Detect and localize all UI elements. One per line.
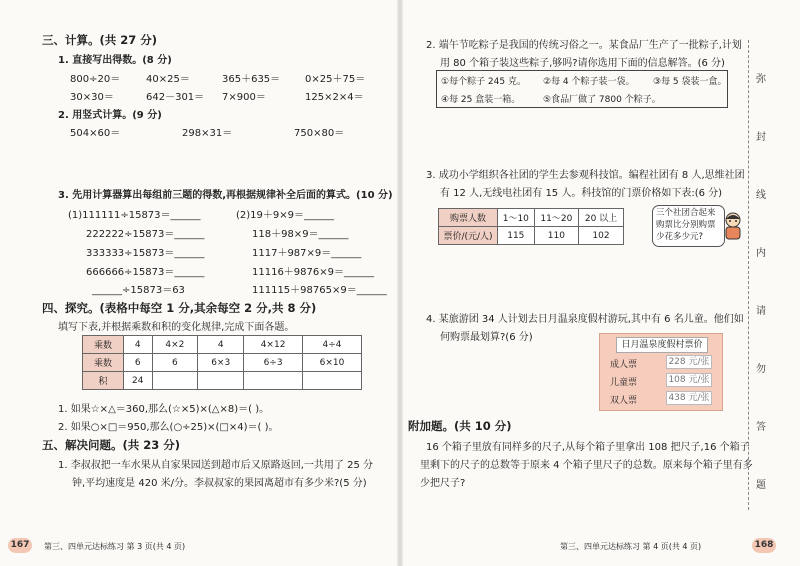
- extra-line: 里剩下的尺子的总数等于原来 4 个箱子里尺子的总数。原来每个箱子里有多: [420, 460, 753, 471]
- pattern-item: 11116＋9876×9＝______: [252, 267, 375, 278]
- calc-item: 365＋635＝: [222, 74, 281, 85]
- price-value: 438 元/张: [666, 391, 712, 405]
- margin-char: 勿: [756, 364, 766, 375]
- table-cell: 4×12: [244, 336, 303, 354]
- table-cell: 110: [534, 227, 578, 245]
- table-cell: 6÷3: [244, 354, 303, 372]
- margin-char: 线: [756, 190, 766, 201]
- table-cell: 6×10: [303, 354, 362, 372]
- table-header: 11～20: [534, 209, 578, 227]
- table-cell: 115: [498, 227, 535, 245]
- table-header: 20 以上: [579, 209, 624, 227]
- table-row-header: 乘数: [83, 354, 124, 372]
- table-cell: 4×2: [152, 336, 198, 354]
- table-cell: 4: [124, 336, 153, 354]
- bubble-line: 购票比分别购票: [656, 220, 716, 230]
- solve-q3-line: 3. 成功小学组织各社团的学生去参观科技馆。编程社团有 8 人,思维社团: [426, 170, 745, 181]
- info-item: ③每 5 袋装一盒。: [653, 77, 727, 87]
- vertical-calc-item: 750×80＝: [294, 128, 345, 139]
- page-spine: [397, 0, 403, 566]
- info-item: ④每 25 盒装一箱。: [441, 95, 521, 105]
- explore-q1: 1. 如果☆×△＝360,那么(☆×5)×(△×8)＝( )。: [58, 404, 270, 415]
- table-cell: 6: [124, 354, 153, 372]
- table-cell: 102: [579, 227, 624, 245]
- pattern-item: 111115＋98765×9＝______: [252, 285, 387, 296]
- price-board-title: 日月温泉度假村票价: [616, 337, 708, 353]
- vertical-calc-item: 298×31＝: [182, 128, 233, 139]
- extra-line: 16 个箱子里放有同样多的尺子,从每个箱子里拿出 108 把尺子,16 个箱子: [426, 442, 750, 453]
- margin-char: 题: [756, 480, 766, 491]
- calc-q1-title: 1. 直接写出得数。(8 分): [58, 55, 172, 66]
- calc-q2-title: 2. 用竖式计算。(9 分): [58, 110, 162, 121]
- page-number: 168: [752, 538, 776, 553]
- section-5-title: 五、解决问题。(共 23 分): [42, 438, 181, 452]
- table-cell: 6: [152, 354, 198, 372]
- explore-q2: 2. 如果○×□＝950,那么(○÷25)×(□×4)＝( )。: [58, 422, 279, 433]
- page-footer: 第三、四单元达标练习 第 3 页(共 4 页): [44, 542, 186, 551]
- calc-item: 642－301＝: [146, 92, 205, 103]
- child-illustration-icon: [719, 211, 747, 243]
- solve-q4-line: 何购票最划算?(6 分): [440, 332, 533, 343]
- pattern-item: 333333÷15873＝______: [86, 248, 205, 259]
- calc-item: 0×25＋75＝: [305, 74, 366, 85]
- calc-item: 125×2×4＝: [305, 92, 364, 103]
- extra-line: 少把尺子?: [420, 478, 466, 489]
- section-4-title: 四、探究。(表格中每空 1 分,其余每空 2 分,共 8 分): [42, 301, 317, 315]
- pattern-item: ______÷15873＝63: [92, 285, 185, 296]
- info-item: ⑤食品厂做了 7800 个粽子。: [543, 95, 661, 105]
- solve-q2-line: 用 80 个箱子装这些粽子,够吗?请你选用下面的信息解答。(6 分): [440, 58, 725, 69]
- margin-char: 答: [756, 422, 766, 433]
- price-value: 228 元/张: [666, 355, 712, 369]
- bubble-line: 少花多少元?: [656, 232, 704, 242]
- price-value: 108 元/张: [666, 373, 712, 387]
- bubble-line: 三个社团合起来: [656, 208, 716, 218]
- answer-blank[interactable]: [152, 372, 198, 390]
- table-cell: 24: [124, 372, 153, 390]
- pattern-item: 118＋98×9＝______: [252, 229, 349, 240]
- answer-blank[interactable]: [198, 372, 244, 390]
- margin-char: 封: [756, 132, 766, 143]
- calc-item: 40×25＝: [146, 74, 190, 85]
- solve-q1-line: 钟,平均速度是 420 米/分。李叔叔家的果园离超市有多少米?(5 分): [72, 478, 367, 489]
- margin-char: 弥: [756, 74, 766, 85]
- explore-intro: 填写下表,并根据乘数和积的变化规律,完成下面各题。: [58, 322, 295, 333]
- calc-q3-title: 3. 先用计算器算出每组前三题的得数,再根据规律补全后面的算式。(10 分): [58, 190, 393, 201]
- answer-blank[interactable]: [303, 372, 362, 390]
- pattern-item: 1117＋987×9＝______: [252, 248, 362, 259]
- margin-char: 内: [756, 248, 766, 259]
- table-cell: 4÷4: [303, 336, 362, 354]
- solve-q3-line: 有 12 人,无线电社团有 15 人。科技馆的门票价格如下表:(6 分): [440, 188, 723, 199]
- ticket-table: [438, 208, 624, 245]
- info-item: ①每个粽子 245 克。: [441, 77, 526, 87]
- table-header: 1～10: [498, 209, 535, 227]
- page-number: 167: [8, 538, 32, 553]
- solve-q2-line: 2. 端午节吃粽子是我国的传统习俗之一。某食品厂生产了一批粽子,计划: [426, 40, 742, 51]
- info-box: [436, 70, 728, 108]
- product-table: [82, 335, 362, 390]
- seal-line: [748, 40, 749, 510]
- table-header: 购票人数: [439, 209, 498, 227]
- speech-bubble: [652, 205, 725, 247]
- margin-char: 请: [756, 306, 766, 317]
- price-label: 儿童票: [610, 378, 638, 388]
- table-cell: 6×3: [198, 354, 244, 372]
- page-footer: 第三、四单元达标练习 第 4 页(共 4 页): [560, 542, 702, 551]
- pattern-item: (2)19＋9×9＝______: [236, 210, 334, 221]
- answer-blank[interactable]: [244, 372, 303, 390]
- solve-q4-line: 4. 某旅游团 34 人计划去日月温泉度假村游玩,其中有 6 名儿童。他们如: [426, 314, 744, 325]
- price-label: 双人票: [610, 396, 638, 406]
- info-item: ②每 4 个粽子装一袋。: [543, 77, 635, 87]
- pattern-item: 666666÷15873＝______: [86, 267, 205, 278]
- table-cell: 4: [198, 336, 244, 354]
- calc-item: 7×900＝: [222, 92, 266, 103]
- price-label: 成人票: [610, 360, 638, 370]
- pattern-item: 222222÷15873＝______: [86, 229, 205, 240]
- table-row-header: 票价/(元/人): [439, 227, 498, 245]
- extra-title: 附加题。(共 10 分): [408, 419, 512, 433]
- price-board: [599, 333, 723, 411]
- calc-item: 30×30＝: [70, 92, 114, 103]
- calc-item: 800÷20＝: [70, 74, 121, 85]
- vertical-calc-item: 504×60＝: [70, 128, 121, 139]
- table-row-header: 乘数: [83, 336, 124, 354]
- section-3-title: 三、计算。(共 27 分): [42, 33, 158, 47]
- table-row-header: 积: [83, 372, 124, 390]
- solve-q1-line: 1. 李叔叔把一车水果从自家果园送到超市后又原路返回,一共用了 25 分: [58, 460, 373, 471]
- pattern-item: (1)111111÷15873＝______: [68, 210, 201, 221]
